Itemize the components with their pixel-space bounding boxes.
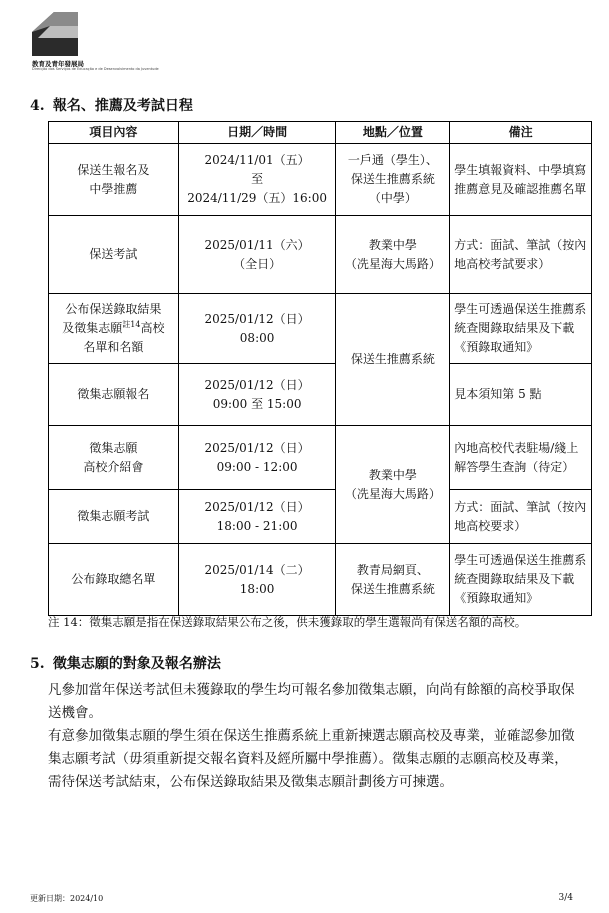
cell-date: 2025/01/12（日） 09:00 至 15:00 bbox=[178, 364, 336, 426]
cell-note: 內地高校代表駐場/綫上解答學生查詢（待定） bbox=[450, 426, 592, 490]
cell-note: 學生填報資料、中學填寫推薦意見及確認推薦名單 bbox=[450, 144, 592, 216]
column-header: 日期／時間 bbox=[178, 122, 336, 144]
cell-item-text: 高校 名單和名額 bbox=[83, 321, 165, 354]
cell-date: 2025/01/14（二） 18:00 bbox=[178, 544, 336, 616]
schedule-table bbox=[48, 121, 592, 616]
table-row bbox=[49, 216, 592, 294]
section-5-paragraph-1: 凡參加當年保送考試但未獲錄取的學生均可報名參加徵集志願，向尚有餘額的高校爭取保送機會。 bbox=[48, 682, 575, 721]
update-date: 更新日期：2024/10 bbox=[30, 894, 104, 903]
footnote-ref: 註14 bbox=[122, 320, 141, 329]
table-row bbox=[49, 144, 592, 216]
section-4-number: 4. bbox=[30, 98, 45, 114]
table-row bbox=[49, 426, 592, 490]
cell-location: 教業中學 （冼星海大馬路） bbox=[336, 216, 450, 294]
cell-note: 學生可透過保送生推薦系統查閱錄取結果及下載《預錄取通知》 bbox=[450, 294, 592, 364]
org-name-en: Direcção dos Serviços de Educação e de Desenvolvimento da Juventude bbox=[32, 67, 159, 71]
cell-item: 徵集志願報名 bbox=[49, 364, 179, 426]
footnote-14: 注 14：徵集志願是指在保送錄取結果公布之後，供未獲錄取的學生選報尚有保送名額的高校。 bbox=[48, 615, 527, 629]
cell-location: 教青局網頁、 保送生推薦系統 bbox=[336, 544, 450, 616]
cell-date: 2025/01/11（六） （全日） bbox=[178, 216, 336, 294]
section-4-title: 報名、推薦及考試日程 bbox=[52, 98, 193, 114]
cell-item bbox=[49, 294, 179, 364]
org-name: 教育及青年發展局 bbox=[32, 60, 84, 68]
dsedj-logo bbox=[30, 10, 159, 72]
cell-date: 2025/01/12（日） 09:00 - 12:00 bbox=[178, 426, 336, 490]
cell-item-text: 公布保送錄取結果 及徵集志願 bbox=[62, 302, 162, 335]
table-row bbox=[49, 490, 592, 544]
cell-note: 學生可透過保送生推薦系統查閱錄取結果及下載《預錄取通知》 bbox=[450, 544, 592, 616]
table-row bbox=[49, 364, 592, 426]
page-number: 3/4 bbox=[558, 893, 573, 903]
column-header: 項目內容 bbox=[49, 122, 179, 144]
cell-item: 公布錄取總名單 bbox=[49, 544, 179, 616]
cell-date: 2024/11/01（五） 至 2024/11/29（五）16:00 bbox=[178, 144, 336, 216]
cell-date: 2025/01/12（日） 08:00 bbox=[178, 294, 336, 364]
cell-item: 保送考試 bbox=[49, 216, 179, 294]
cell-location: 教業中學 （冼星海大馬路） bbox=[336, 426, 450, 544]
table-row bbox=[49, 544, 592, 616]
cell-note: 方式：面試、筆試（按內地高校考試要求） bbox=[450, 216, 592, 294]
section-5-heading bbox=[30, 653, 221, 673]
cell-note: 見本須知第 5 點 bbox=[450, 364, 592, 426]
logo-emblem-icon bbox=[32, 10, 78, 56]
cell-date: 2025/01/12（日） 18:00 - 21:00 bbox=[178, 490, 336, 544]
section-5-number: 5. bbox=[30, 656, 45, 672]
cell-note: 方式：面試、筆試（按內地高校要求） bbox=[450, 490, 592, 544]
cell-location: 一戶通（學生）、 保送生推薦系統 （中學） bbox=[336, 144, 450, 216]
cell-item: 徵集志願考試 bbox=[49, 490, 179, 544]
column-header: 備注 bbox=[450, 122, 592, 144]
table-row bbox=[49, 294, 592, 364]
section-5-title: 徵集志願的對象及報名辦法 bbox=[52, 656, 221, 672]
section-5-paragraph-2: 有意參加徵集志願的學生須在保送生推薦系統上重新揀選志願高校及專業，並確認參加徵集志願考試（毋須重新提交報名資料及經所屬中學推薦）。徵集志願的志願高校及專業，需待保送考試結束，公布保送錄取結果及徵集志願計劃後方可揀選。 bbox=[48, 728, 575, 790]
table-header-row bbox=[49, 122, 592, 144]
section-4-heading bbox=[30, 95, 193, 115]
cell-item: 保送生報名及 中學推薦 bbox=[49, 144, 179, 216]
cell-item: 徵集志願 高校介紹會 bbox=[49, 426, 179, 490]
column-header: 地點／位置 bbox=[336, 122, 450, 144]
cell-location: 保送生推薦系統 bbox=[336, 294, 450, 426]
